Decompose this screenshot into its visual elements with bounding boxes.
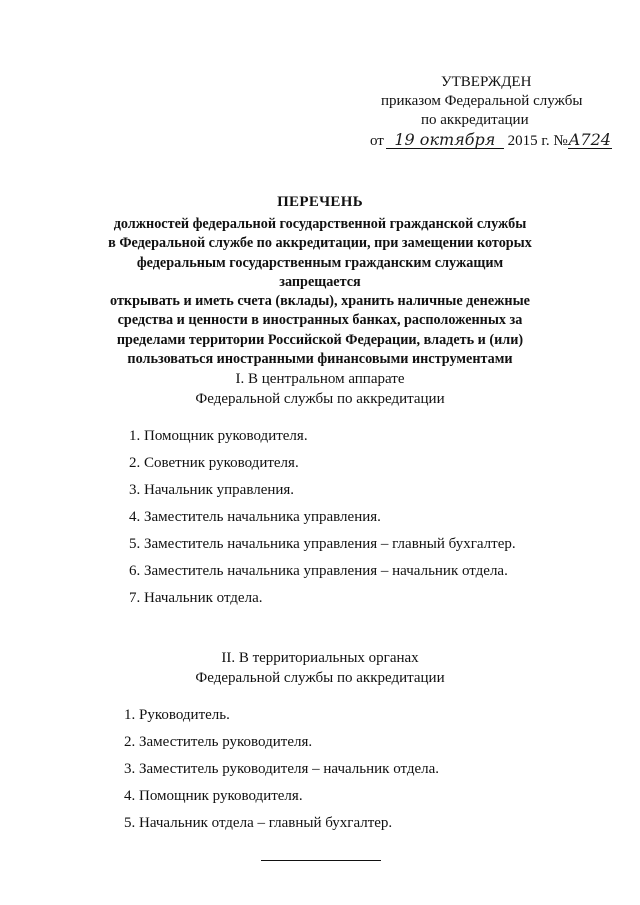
approved-label: УТВЕРЖДЕН bbox=[441, 74, 532, 90]
subtitle-line: открывать и иметь счета (вклады), хранить наличные денежные bbox=[110, 293, 530, 310]
subtitle-line: федеральным государственным гражданским служащим запрещается bbox=[136, 254, 504, 290]
list-item: 3. Начальник управления. bbox=[129, 482, 295, 498]
subtitle-line: средства и ценности в иностранных банках, расположенных за bbox=[117, 312, 523, 329]
list-item: 2. Советник руководителя. bbox=[129, 455, 299, 471]
section-heading-line: II. В территориальных органах bbox=[221, 650, 419, 666]
section-1-heading bbox=[70, 369, 570, 409]
section-heading-line: Федеральной службы по аккредитации bbox=[195, 670, 445, 686]
document-title: ПЕРЕЧЕНЬ bbox=[277, 194, 363, 210]
approval-agency-line: по аккредитации bbox=[421, 112, 529, 128]
approval-date-line bbox=[370, 132, 612, 149]
handwritten-date: 19 октября bbox=[386, 132, 504, 149]
list-item: 4. Помощник руководителя. bbox=[124, 788, 303, 804]
list-item: 2. Заместитель руководителя. bbox=[124, 734, 313, 750]
section-2-heading bbox=[70, 648, 570, 688]
handwritten-number: А724 bbox=[568, 130, 611, 149]
list-item: 5. Заместитель начальника управления – главный бухгалтер. bbox=[129, 536, 516, 552]
document-subtitle bbox=[95, 215, 545, 369]
section-heading-line: I. В центральном аппарате bbox=[235, 371, 405, 387]
subtitle-line: должностей федеральной государственной гражданской службы bbox=[113, 216, 527, 232]
date-suffix: 2015 г. № bbox=[507, 133, 568, 149]
subtitle-line: пользоваться иностранными финансовыми инструментами bbox=[127, 351, 513, 368]
list-item: 4. Заместитель начальника управления. bbox=[129, 509, 381, 525]
approval-order-line: приказом Федеральной службы bbox=[381, 93, 583, 109]
list-item: 6. Заместитель начальника управления – начальник отдела. bbox=[129, 563, 508, 579]
date-prefix: от bbox=[370, 133, 384, 149]
subtitle-line: пределами территории Российской Федерации, владеть и (или) bbox=[116, 331, 524, 348]
footer-divider bbox=[261, 860, 381, 861]
list-item: 1. Руководитель. bbox=[124, 707, 230, 723]
list-item: 1. Помощник руководителя. bbox=[129, 428, 308, 444]
section-heading-line: Федеральной службы по аккредитации bbox=[195, 391, 445, 407]
list-item: 7. Начальник отдела. bbox=[129, 590, 263, 606]
subtitle-line: в Федеральной службе по аккредитации, при замещении которых bbox=[108, 235, 532, 252]
list-item: 3. Заместитель руководителя – начальник отдела. bbox=[124, 761, 440, 777]
list-item: 5. Начальник отдела – главный бухгалтер. bbox=[124, 815, 393, 831]
